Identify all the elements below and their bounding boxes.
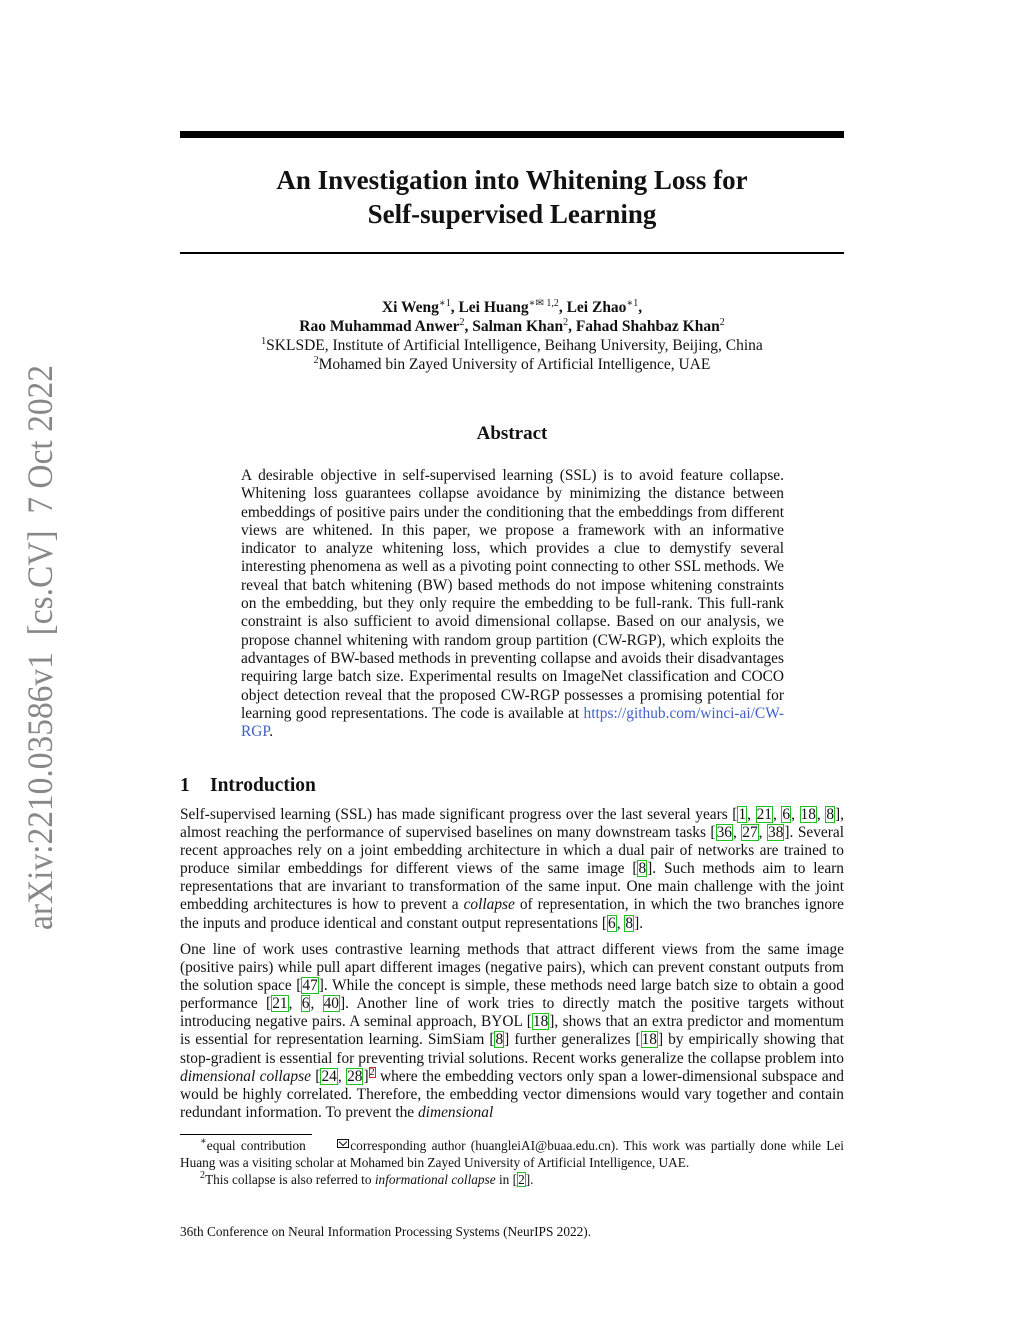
citation-link[interactable]: 40 bbox=[323, 995, 339, 1013]
citation-link[interactable]: 8 bbox=[625, 914, 634, 932]
citation-link[interactable]: 24 bbox=[321, 1067, 337, 1085]
footnote-rule bbox=[180, 1134, 312, 1135]
text-run: ]. While the concept is simple, these methods need large batch size to obtain a good performance [ bbox=[180, 977, 844, 1013]
citation-link[interactable]: 18 bbox=[800, 806, 816, 823]
paper-title bbox=[180, 163, 844, 231]
author-sup: ∗1 bbox=[626, 298, 639, 309]
emphasis: collapse bbox=[463, 896, 515, 914]
author-name: Lei Huang bbox=[458, 299, 529, 316]
text-run: One line of work uses contrastive learning methods that attract different views from the same image (positive pairs) while pull apart different images (negative pairs), which can prevent constant outputs from the solution space [ bbox=[180, 941, 844, 995]
citation-link[interactable]: 21 bbox=[272, 995, 288, 1013]
emphasis: dimensional bbox=[417, 1103, 494, 1121]
cite-group bbox=[637, 860, 647, 877]
author-name: Salman Khan bbox=[472, 318, 564, 335]
title-bottom-rule bbox=[180, 252, 844, 254]
citation-link[interactable]: 18 bbox=[532, 1013, 549, 1031]
citation-link[interactable]: 38 bbox=[768, 824, 784, 842]
author-name: Fahad Shahbaz Khan bbox=[575, 318, 720, 335]
affiliation-text: SKLSDE, Institute of Artificial Intelligence, Beihang University, Beijing, China bbox=[266, 337, 763, 354]
abstract-text: A desirable objective in self-supervised learning (SSL) is to avoid feature collapse. Whitening loss guarantees collapse avoidance by minimizing the distance between embeddings of positive pairs under the conditioning that the embeddings from different views are whitened. In this paper, we propose a framework with an informative indicator to analyze whitening loss, which provides a clue to demystify several interesting phenomena as well as a pivoting point connecting to other SSL methods. We reveal that batch whitening (BW) based methods do not impose whitening constraints on the embedding, but they only require the embedding to be full-rank. This full-rank constraint is also sufficient to avoid dimensional collapse. Based on our analysis, we propose channel whitening with random group partition (CW-RGP), which exploits the advantages of BW-based methods in preventing collapse and avoids their disadvantages requiring large batch size. Experimental results on ImageNet classification and COCO object detection reveal that the proposed CW-RGP possesses a promising potential for learning good representations. The code is available at bbox=[241, 467, 784, 722]
cite-group: 36, 27, 38 bbox=[716, 824, 784, 842]
cite-group bbox=[494, 1031, 504, 1048]
citation-link[interactable]: 6 bbox=[607, 914, 616, 932]
author-sup: ∗✉ 1,2 bbox=[528, 298, 559, 309]
section-heading bbox=[180, 775, 316, 797]
footnote-1 bbox=[180, 1138, 844, 1171]
author-sup: 2 bbox=[459, 317, 465, 328]
arxiv-stamp-text: arXiv:2210.03586v1 [cs.CV] 7 Oct 2022 bbox=[20, 360, 60, 930]
footnote-mark: 2 bbox=[200, 1170, 205, 1181]
text-run: ]. Several recent approaches rely on a joint embedding architecture in which a dual pair of networks are trained to produce similar embeddings for different views of the same image [ bbox=[180, 824, 844, 878]
footnote-2 bbox=[180, 1172, 844, 1189]
affiliation-sup: 2 bbox=[313, 355, 319, 366]
arxiv-stamp bbox=[14, 360, 64, 940]
author-name: Rao Muhammad Anwer bbox=[299, 318, 460, 335]
citation-link[interactable]: 21 bbox=[756, 806, 772, 823]
author-line-1: Xi Weng$^{∗1}$, Lei Huang$^{∗✉ 1,2}$, Lei Zhao$^{∗1}$, bbox=[381, 298, 643, 316]
text-run: ]. Such methods aim to learn representations that are invariant to transformation of the same input. One main challenge with the joint embedding architectures is how to prevent a bbox=[180, 860, 844, 914]
cite-group bbox=[301, 977, 318, 994]
text-run: ] bbox=[363, 1067, 369, 1085]
citation-link[interactable]: 2 bbox=[518, 1172, 525, 1187]
abstract-body bbox=[241, 467, 784, 741]
text-run: ], shows that an extra predictor and momentum is essential for representation learning. SimSiam [ bbox=[180, 1013, 844, 1049]
affiliation-2 bbox=[180, 355, 844, 374]
abstract-heading: Abstract bbox=[476, 423, 548, 444]
footnote-text: in [ bbox=[495, 1172, 518, 1187]
cite-group: 6, 8 bbox=[607, 914, 634, 932]
section-title: Introduction bbox=[210, 775, 316, 796]
cite-group bbox=[532, 1013, 549, 1030]
text-run: ], almost reaching the performance of supervised baselines on many downstream tasks [ bbox=[180, 806, 844, 842]
code-link[interactable]: https://github.com/winci-ai/CW-RGP bbox=[241, 704, 784, 741]
citation-link[interactable]: 18 bbox=[641, 1031, 657, 1049]
emphasis: dimensional collapse bbox=[180, 1067, 311, 1085]
title-line-1: An Investigation into Whitening Loss for bbox=[276, 165, 748, 195]
author-block bbox=[180, 298, 844, 374]
citation-link[interactable]: 28 bbox=[347, 1067, 363, 1085]
abstract-end: . bbox=[269, 723, 274, 741]
author-sup: 2 bbox=[719, 317, 725, 328]
text-run: ]. Another line of work tries to directly match the positive targets without introducing negative pairs. A seminal approach, BYOL [ bbox=[180, 995, 845, 1031]
citation-link[interactable]: 1 bbox=[738, 806, 747, 823]
envelope-icon bbox=[337, 1139, 349, 1148]
cite-group bbox=[641, 1031, 658, 1048]
conference-note: 36th Conference on Neural Information Processing Systems (NeurIPS 2022). bbox=[180, 1224, 592, 1239]
footnote-text: ]. bbox=[525, 1172, 534, 1187]
author-sup: 2 bbox=[563, 317, 569, 328]
text-run: ] further generalizes [ bbox=[504, 1031, 641, 1049]
cite-group: 21, 6, 40 bbox=[272, 995, 339, 1013]
text-run: of representation, in which the two branches ignore the inputs and produce identical and constant output representations [ bbox=[180, 896, 844, 932]
section-number: 1 bbox=[180, 775, 190, 796]
citation-link[interactable]: 8 bbox=[638, 860, 647, 878]
citation-link[interactable]: 27 bbox=[742, 824, 758, 842]
affiliation-1 bbox=[180, 336, 844, 355]
title-top-rule bbox=[180, 131, 844, 138]
arxiv-stamp-svg bbox=[14, 360, 64, 940]
citation-link[interactable]: 36 bbox=[716, 824, 732, 842]
author-sup: ∗1 bbox=[438, 298, 451, 309]
intro-paragraph-1 bbox=[180, 806, 844, 933]
footnote-emphasis: informational collapse bbox=[374, 1172, 496, 1187]
affiliation-sup: 1 bbox=[261, 336, 267, 347]
cite-group: 24, 28 bbox=[321, 1067, 363, 1085]
text-run: ]. bbox=[634, 914, 644, 932]
affiliation-text: Mohamed bin Zayed University of Artificial Intelligence, UAE bbox=[318, 356, 711, 373]
citation-link[interactable]: 8 bbox=[495, 1031, 504, 1049]
author-name: Xi Weng bbox=[381, 299, 439, 316]
text-run: Self-supervised learning (SSL) has made significant progress over the last several years [ bbox=[180, 806, 738, 823]
title-line-2: Self-supervised Learning bbox=[367, 199, 657, 229]
text-run: [ bbox=[310, 1067, 321, 1085]
footnote-text: equal contribution bbox=[206, 1138, 306, 1153]
citation-link[interactable]: 47 bbox=[302, 977, 318, 995]
footnote-mark: ∗ bbox=[200, 1136, 207, 1147]
citation-link[interactable]: 6 bbox=[301, 995, 310, 1013]
text-run: ] by empirically showing that stop-gradient is essential for preventing trivial solutions. Recent works generalize the collapse problem into bbox=[180, 1031, 844, 1067]
author-name: Lei Zhao bbox=[566, 299, 627, 316]
author-line-2: Rao Muhammad Anwer$^2$, Salman Khan$^2$, Fahad Shahbaz Khan$^2$ bbox=[299, 317, 725, 335]
footnote-text: corresponding author (huangleiAI@buaa.edu.cn). This work was partially done while Lei Huang was a visiting scholar at Mohamed bin Zayed University of Artificial Intelligence, UAE. bbox=[180, 1138, 844, 1170]
cite-group: 1, 21, 6, 18, 8 bbox=[738, 806, 835, 823]
citation-link[interactable]: 6 bbox=[782, 806, 791, 823]
text-run: where the embedding vectors only span a lower-dimensional subspace and would be highly correlated. Therefore, the embedding vector dimensions would vary together and contain redundant information. To prevent the bbox=[180, 1067, 844, 1121]
footnote-text: This collapse is also referred to bbox=[205, 1172, 375, 1187]
intro-paragraph-2 bbox=[180, 941, 844, 1122]
footnote-ref[interactable]: 2 bbox=[369, 1066, 375, 1078]
citation-link[interactable]: 8 bbox=[826, 806, 835, 823]
